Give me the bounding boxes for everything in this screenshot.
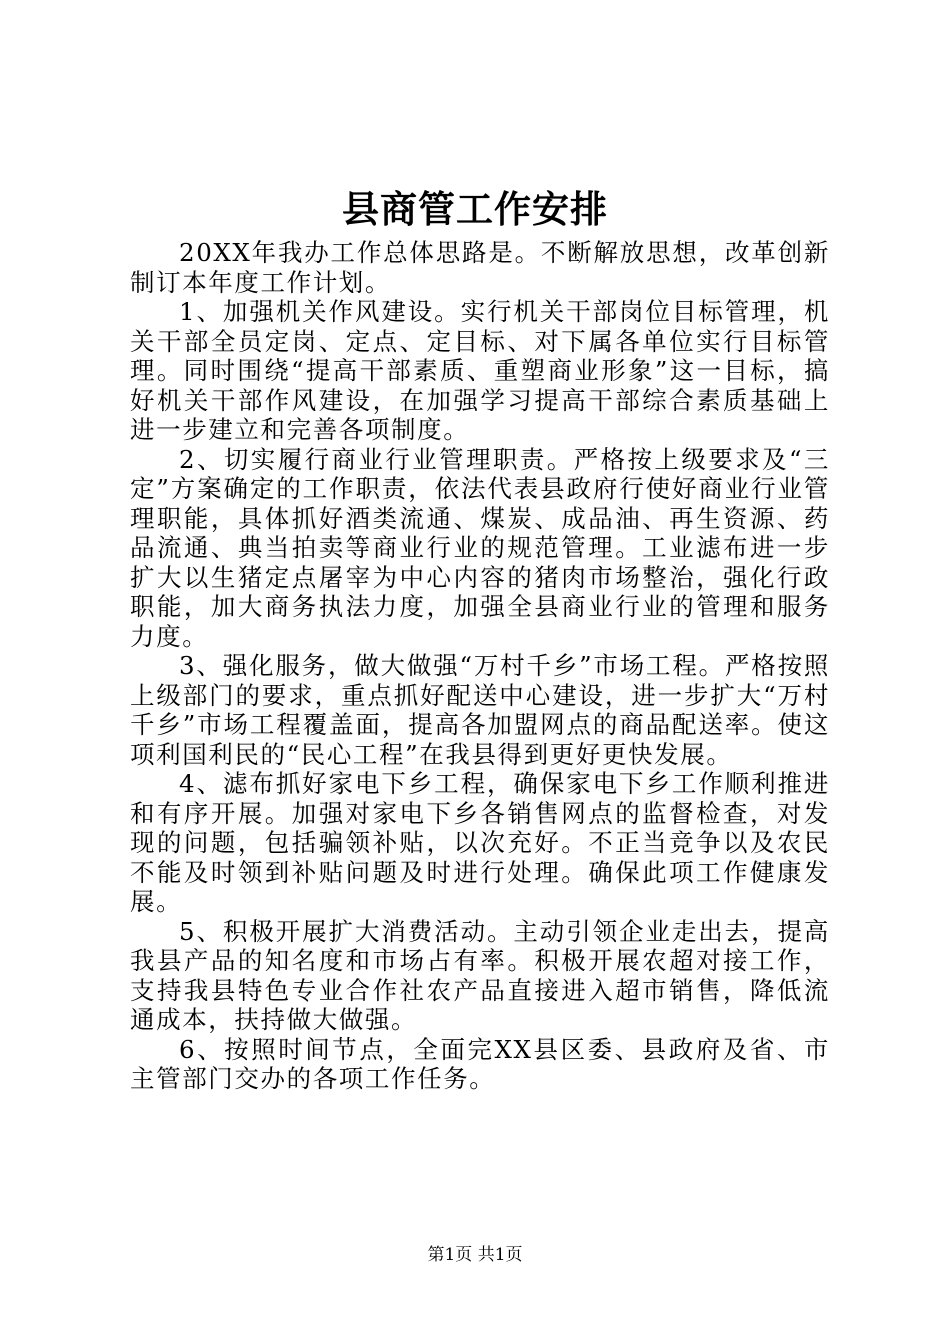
paragraph-item-6: 6、按照时间节点，全面完XX县区委、县政府及省、市主管部门交办的各项工作任务。 bbox=[130, 1034, 830, 1093]
paragraph-item-3: 3、强化服务，做大做强“万村千乡”市场工程。严格按照上级部门的要求，重点抓好配送中心建设，进一步扩大“万村千乡”市场工程覆盖面，提高各加盟网点的商品配送率。使这项利国利民的“民心工程”在我县得到更好更快发展。 bbox=[130, 651, 830, 769]
paragraph-item-5: 5、积极开展扩大消费活动。主动引领企业走出去，提高我县产品的知名度和市场占有率。积极开展农超对接工作，支持我县特色专业合作社农产品直接进入超市销售，降低流通成本，扶持做大做强。 bbox=[130, 916, 830, 1034]
page-footer: 第1页 共1页 bbox=[427, 1245, 523, 1265]
paragraph-intro: 20XX年我办工作总体思路是。不断解放思想，改革创新制订本年度工作计划。 bbox=[130, 238, 830, 297]
paragraph-item-4: 4、滤布抓好家电下乡工程，确保家电下乡工作顺利推进和有序开展。加强对家电下乡各销售网点的监督检查，对发现的问题，包括骗领补贴，以次充好。不正当竞争以及农民不能及时领到补贴问题及时进行处理。确保此项工作健康发展。 bbox=[130, 769, 830, 916]
document-title: 县商管工作安排 bbox=[342, 187, 608, 231]
paragraph-item-2: 2、切实履行商业行业管理职责。严格按上级要求及“三定”方案确定的工作职责，依法代表县政府行使好商业行业管理职能，具体抓好酒类流通、煤炭、成品油、再生资源、药品流通、典当拍卖等商业行业的规范管理。工业滤布进一步扩大以生猪定点屠宰为中心内容的猪肉市场整治，强化行政职能，加大商务执法力度，加强全县商业行业的管理和服务力度。 bbox=[130, 444, 830, 651]
paragraph-item-1: 1、加强机关作风建设。实行机关干部岗位目标管理，机关干部全员定岗、定点、定目标、对下属各单位实行目标管理。同时围绕“提高干部素质、重塑商业形象”这一目标，搞好机关干部作风建设，在加强学习提高干部综合素质基础上进一步建立和完善各项制度。 bbox=[130, 297, 830, 444]
document-body bbox=[130, 238, 830, 1094]
